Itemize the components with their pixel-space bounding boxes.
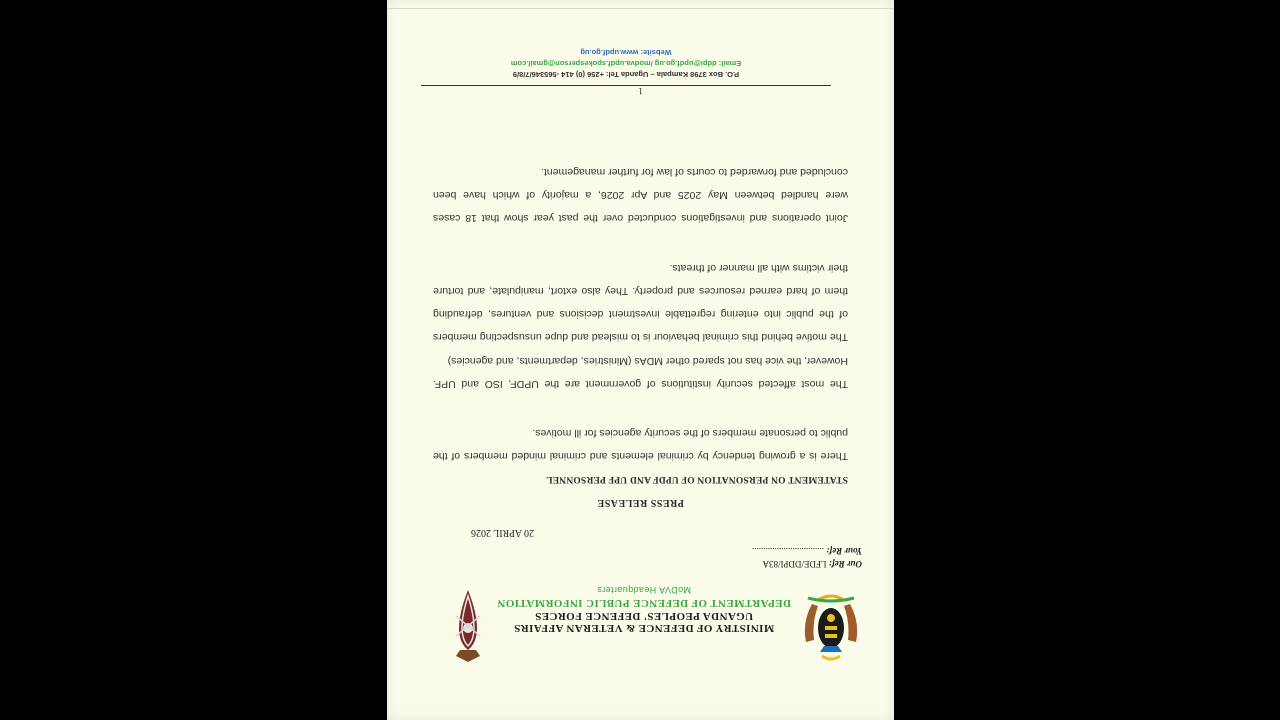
headquarters-label: MoDVA Headquarters xyxy=(596,585,692,595)
document-date: 20 APRIL 2026 xyxy=(471,527,534,538)
page-number: 1 xyxy=(638,86,643,96)
letterhead xyxy=(387,580,894,720)
forces-name: UGANDA PEOPLES' DEFENCE FORCES xyxy=(534,610,754,622)
footer-address: P.O. Box 3798 Kampala – Uganda Tel: +256 (0) 414 -565346/7/8/9 xyxy=(512,70,740,79)
paragraph-1: There is a growing tendency by criminal elements and criminal minded members of the public to personate members of the security agencies for ill motives. xyxy=(433,427,848,462)
our-ref-label: Our Ref: xyxy=(828,559,862,569)
department-name: DEPARTMENT OF DEFENCE PUBLIC INFORMATION xyxy=(497,597,791,609)
ministry-name: MINISTRY OF DEFENCE & VETERAN AFFAIRS xyxy=(513,622,775,634)
footer-website: Website: www.updf.go.ug xyxy=(580,48,672,57)
press-release-heading: PRESS RELEASE xyxy=(597,497,684,508)
statement-title: STATEMENT ON PERSONATION OF UPDF AND UPF PERSONNEL xyxy=(546,474,848,484)
your-ref-value: ................................ xyxy=(752,546,824,556)
your-ref-label: Your Ref: xyxy=(826,546,862,556)
uganda-coat-of-arms-icon xyxy=(798,592,864,662)
your-ref-line xyxy=(752,544,862,557)
paragraph-3: The motive behind this criminal behaviour is to mislead and dupe unsuspecting members of the public into entering regrettable investment decisions and ventures, defrauding them of hard earned resources and property. They also extort, manipulate, and torture their victims with all manner of threats. xyxy=(433,262,848,343)
footer-email: Email: ddpi@updf.go.ug /modva.updf.spokesperson@gmail.com xyxy=(510,59,742,68)
footer-divider xyxy=(421,85,831,86)
our-ref-value: LFDE/DDPI/83A xyxy=(762,559,827,569)
document-page-rotated xyxy=(387,0,894,720)
paper-edge xyxy=(387,8,894,9)
footer xyxy=(421,47,831,80)
updf-emblem-icon xyxy=(446,586,490,666)
reference-block xyxy=(752,544,862,570)
paragraph-4: Joint operations and investigations conducted over the past year show that 18 cases were handled between May 2025 and Apr 2026, a majority of which have been concluded and forwarded to courts of law for further management. xyxy=(433,166,848,224)
scanned-document xyxy=(387,0,894,720)
paragraph-2: The most affected security institutions of government are the UPDF, ISO and UPF. However, the vice has not spared other MDAs (Ministries, departments, and agencies) xyxy=(433,355,848,390)
our-ref-line xyxy=(752,557,862,570)
